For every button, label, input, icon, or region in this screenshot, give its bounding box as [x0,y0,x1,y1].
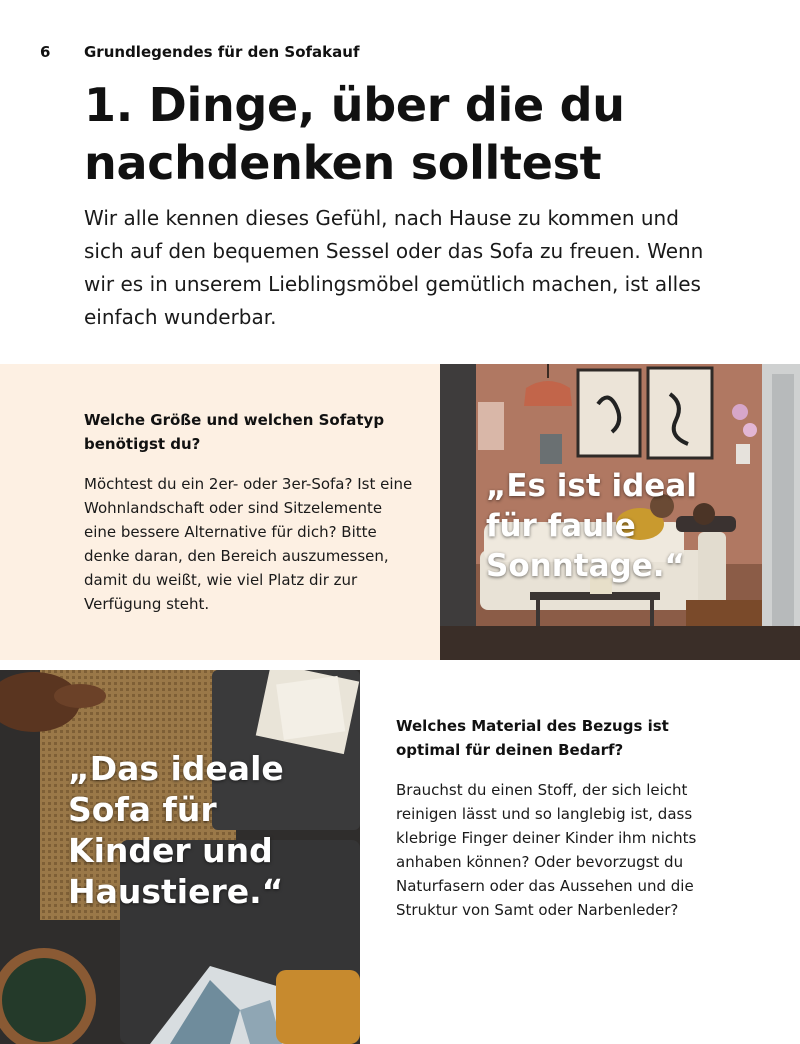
page-header [40,40,359,64]
size-row [0,364,800,660]
page-title: 1. Dinge, über die du nachdenken solltest [84,78,625,190]
living-room-photo [440,364,800,660]
quote-lazy-sunday-line3: Sonntage.“ [486,548,685,584]
material-heading: Welches Material des Bezugs ist optimal für deinen Bedarf? [396,717,669,759]
size-info-box [0,364,440,660]
quote-lazy-sunday [486,466,697,586]
quote-kids-pets-line3: Kinder und [68,831,273,870]
quote-kids-pets [68,748,284,912]
material-body: Brauchst du einen Stoff, der sich leicht reinigen lässt und so langlebig ist, dass klebrige Finger deiner Kinder ihm nichts anhaben können? Oder bevorzugst du Naturfasern oder das Aussehen und die Struktur von Samt oder Narbenleder? [396,781,697,919]
intro-paragraph: Wir alle kennen dieses Gefühl, nach Hause zu kommen und sich auf den bequemen Sessel oder das Sofa zu freuen. Wenn wir es in unserem Lieblingsmöbel gemütlich machen, ist alles einfach wunderbar. [84,206,704,329]
quote-kids-pets-line2: Sofa für [68,790,217,829]
material-row [0,670,800,1044]
quote-kids-pets-line4: Haustiere.“ [68,872,284,911]
quote-lazy-sunday-line2: für faule [486,508,636,544]
size-heading: Welche Größe und welchen Sofatyp benötigst du? [84,411,385,453]
page-number: 6 [40,43,51,61]
section-label: Grundlegendes für den Sofakauf [84,43,360,61]
size-body: Möchtest du ein 2er- oder 3er-Sofa? Ist eine Wohnlandschaft oder sind Sitzelemente eine bessere Alternative für dich? Bitte denke daran, den Bereich auszumessen, damit du weißt, wie viel Platz dir zur Verfügung steht. [84,475,413,613]
quote-lazy-sunday-line1: „Es ist ideal [486,468,697,504]
quote-kids-pets-line1: „Das ideale [68,749,284,788]
sofa-topdown-photo [0,670,360,1044]
